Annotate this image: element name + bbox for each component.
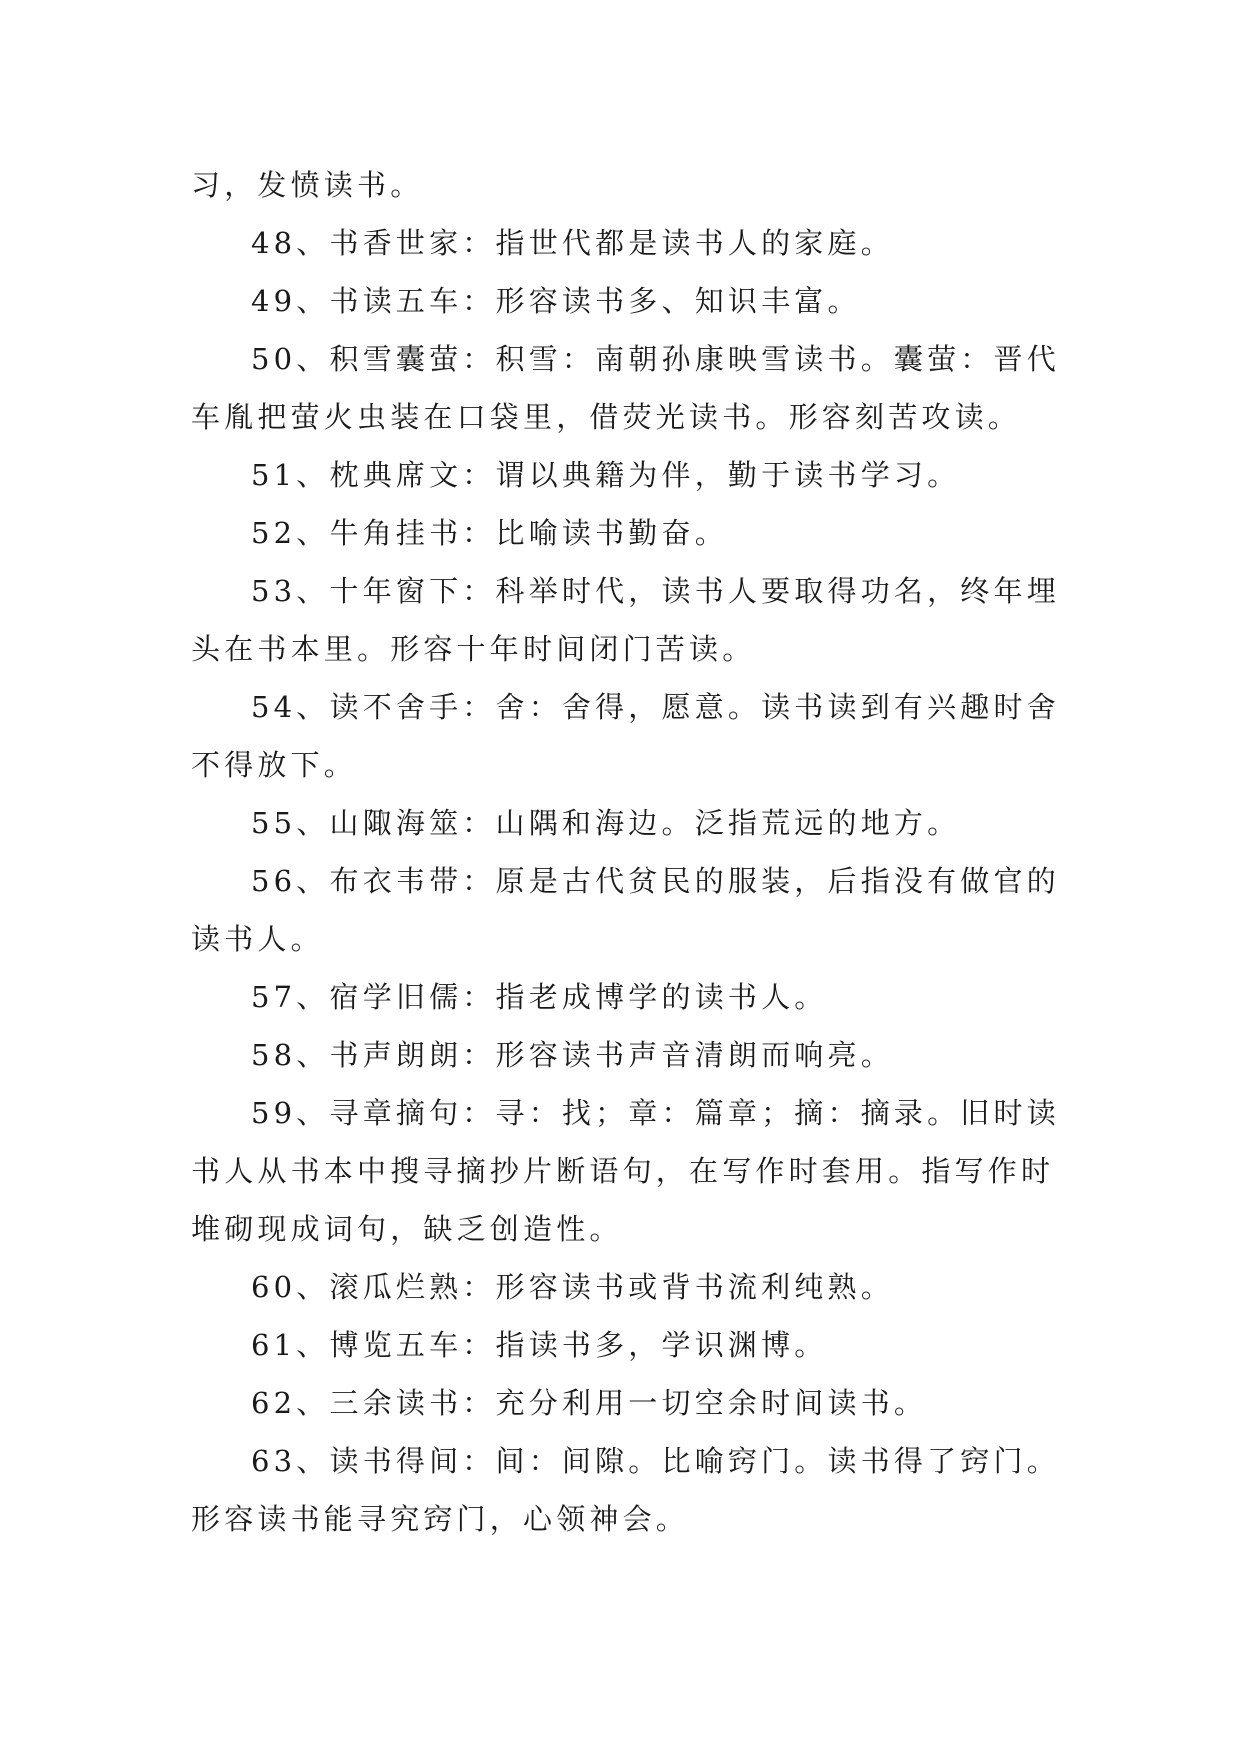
text-line: 55、山陬海筮：山隅和海边。泛指荒远的地方。 [251, 806, 961, 840]
text-line: 48、书香世家：指世代都是读书人的家庭。 [251, 226, 894, 260]
text-line: 56、布衣韦带：原是古代贫民的服装，后指没有做官的 [251, 864, 1060, 898]
document-body [191, 156, 1071, 1548]
text-line: 58、书声朗朗：形容读书声音清朗而响亮。 [251, 1038, 894, 1072]
text-line: 61、博览五车：指读书多，学识渊博。 [251, 1328, 828, 1362]
text-line: 51、枕典席文：谓以典籍为伴，勤于读书学习。 [251, 458, 961, 492]
text-line: 习，发愤读书。 [191, 168, 424, 202]
text-line: 63、读书得间：间：间隙。比喻窍门。读书得了窍门。 [251, 1444, 1060, 1478]
text-line: 57、宿学旧儒：指老成博学的读书人。 [251, 980, 828, 1014]
text-line: 车胤把萤火虫装在口袋里，借荧光读书。形容刻苦攻读。 [191, 400, 1022, 434]
text-line: 60、滚瓜烂熟：形容读书或背书流利纯熟。 [251, 1270, 894, 1304]
text-line: 59、寻章摘句：寻：找；章：篇章；摘：摘录。旧时读 [251, 1096, 1060, 1130]
text-line: 堆砌现成词句，缺乏创造性。 [191, 1212, 623, 1246]
text-line: 形容读书能寻究窍门，心领神会。 [191, 1502, 690, 1536]
text-line: 53、十年窗下：科举时代，读书人要取得功名，终年埋 [251, 574, 1060, 608]
text-line: 书人从书本中搜寻摘抄片断语句，在写作时套用。指写作时 [191, 1154, 1055, 1188]
text-line: 读书人。 [191, 922, 324, 956]
text-line: 52、牛角挂书：比喻读书勤奋。 [251, 516, 728, 550]
text-line: 头在书本里。形容十年时间闭门苦读。 [191, 632, 756, 666]
text-line: 50、积雪囊萤：积雪：南朝孙康映雪读书。囊萤：晋代 [251, 342, 1060, 376]
text-line: 49、书读五车：形容读书多、知识丰富。 [251, 284, 861, 318]
text-line: 62、三余读书：充分利用一切空余时间读书。 [251, 1386, 928, 1420]
text-line: 不得放下。 [191, 748, 358, 782]
text-line: 54、读不舍手：舍：舍得，愿意。读书读到有兴趣时舍 [251, 690, 1060, 724]
